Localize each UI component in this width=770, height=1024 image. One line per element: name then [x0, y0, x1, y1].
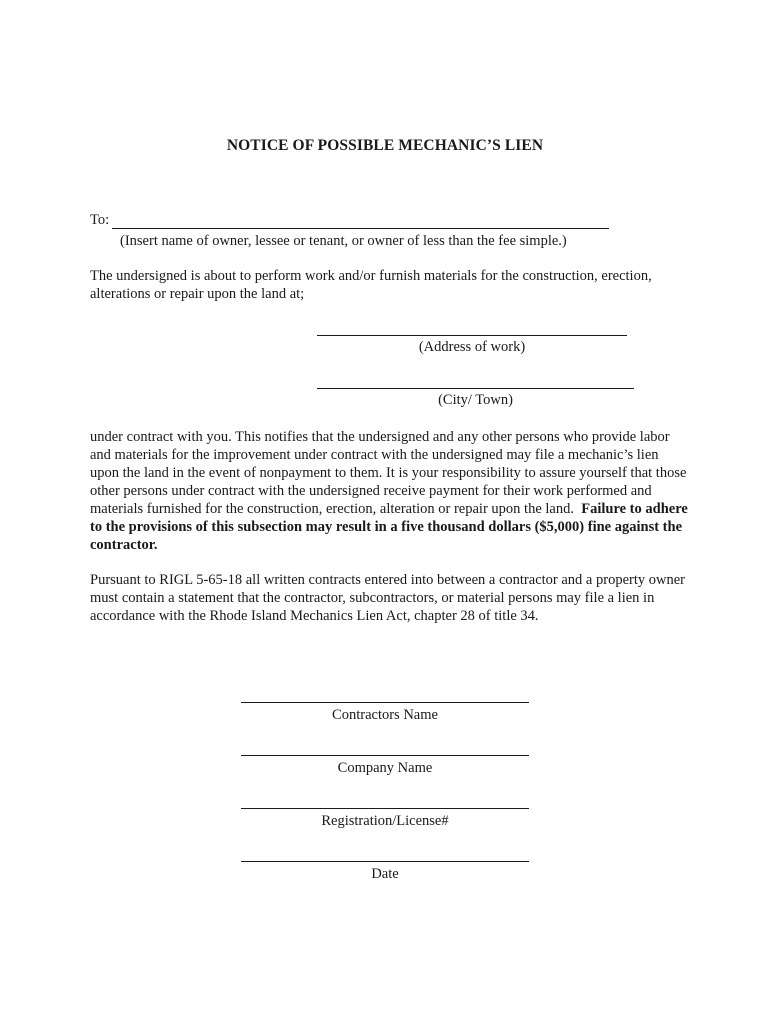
to-hint: (Insert name of owner, lessee or tenant, or owner of less than the fee simple.)	[120, 233, 567, 249]
company-name-field	[241, 755, 529, 777]
document-title: NOTICE OF POSSIBLE MECHANIC’S LIEN	[226, 137, 544, 154]
rigl-paragraph: Pursuant to RIGL 5-65-18 all written contracts entered into between a contractor and a property owner must contain a statement that the contractor, subcontractors, or material persons may file a lien in accordance with the Rhode Island Mechanics Lien Act, chapter 28 of title 34.	[90, 572, 685, 624]
contract-paragraph	[90, 428, 690, 554]
city-caption: (City/ Town)	[438, 392, 513, 408]
city-field	[317, 388, 634, 409]
company-name-caption: Company Name	[337, 760, 433, 776]
city-blank-line[interactable]	[317, 388, 634, 389]
to-field	[90, 212, 609, 229]
contract-text: under contract with you. This notifies that the undersigned and any other persons who provide labor and materials for the improvement under contract with the undersigned may file a mechanic’s lien upon the land in the event of nonpayment to them. It is your responsibility to assure yourself that those other persons under contract with the undersigned receive payment for their work performed and materials furnished for the construction, erection, alteration or repair upon the land.	[90, 429, 687, 517]
contract-warning: Failure to adhere to the provisions of this subsection may result in a five thousand dollars ($5,000) fine against the contractor.	[90, 501, 688, 553]
intro-paragraph: The undersigned is about to perform work and/or furnish materials for the construction, erection, alterations or repair upon the land at;	[90, 268, 652, 302]
date-caption: Date	[371, 866, 399, 882]
date-line[interactable]	[241, 861, 529, 862]
company-name-line[interactable]	[241, 755, 529, 756]
to-label: To:	[90, 212, 110, 228]
address-blank-line[interactable]	[317, 335, 627, 336]
to-blank-line[interactable]	[112, 212, 609, 229]
address-field	[317, 335, 627, 356]
contractor-name-caption: Contractors Name	[332, 707, 438, 723]
contractor-name-line[interactable]	[241, 702, 529, 703]
registration-line[interactable]	[241, 808, 529, 809]
contractor-name-field	[241, 702, 529, 724]
registration-field	[241, 808, 529, 830]
registration-caption: Registration/License#	[321, 813, 449, 829]
address-caption: (Address of work)	[418, 339, 526, 355]
date-field	[241, 861, 529, 883]
